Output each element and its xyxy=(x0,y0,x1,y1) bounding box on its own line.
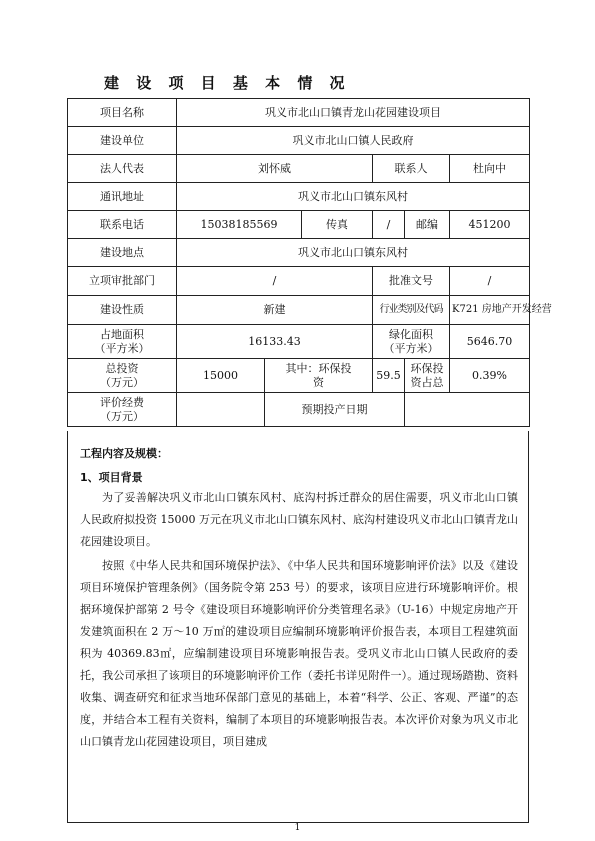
contact-value: 杜向中 xyxy=(450,155,530,183)
address-value: 巩义市北山口镇东风村 xyxy=(177,183,530,211)
table-row xyxy=(68,183,530,211)
table-row xyxy=(68,359,530,393)
address-label: 通讯地址 xyxy=(68,183,177,211)
invest-label-line1: 总投资 xyxy=(105,361,139,375)
phone-value: 15038185569 xyxy=(177,211,302,239)
env-invest-label xyxy=(265,359,373,393)
paragraph: 按照《中华人民共和国环境保护法》、《中华人民共和国环境影响评价法》以及《建设项目环境保护管理条例》（国务院令第 253 号）的要求，该项目应进行环境影响评价。根据环境保护部第 2 号令《建设项目环境影响评价分类管理名录》（U-16）中规定房地产开发建筑面积在 2 万～10 万㎡的建设项目应编制环境影响评价报告表，本项目工程建筑面积为 40369.83㎡，应编制建设项目环境影响报告表。受巩义市北山口镇人民政府的委托，我公司承担了该项目的环境影响评价工作（委托书详见附件一）。通过现场踏勘、资料收集、调查研究和征求当地环保部门意见的基础上，本着“科学、公正、客观、严谨”的态度，并结合本工程有关资料，编制了本项目的环境影响报告表。本次评价对象为巩义市北山口镇青龙山花园建设项目，项目建成 xyxy=(80,559,518,748)
basic-info-table xyxy=(67,98,552,427)
table-row xyxy=(68,99,530,127)
nature-label: 建设性质 xyxy=(68,296,177,325)
contact-label: 联系人 xyxy=(373,155,450,183)
table-row xyxy=(68,211,530,239)
env-invest-label-line1: 其中：环保投 xyxy=(285,361,352,375)
builder-label: 建设单位 xyxy=(68,127,177,155)
nature-value: 新建 xyxy=(177,296,373,325)
page-number: 1 xyxy=(294,823,301,833)
env-ratio-label-line1: 环保投 xyxy=(410,361,444,375)
cost-value xyxy=(177,393,265,427)
section-heading: 1、项目背景 xyxy=(80,471,143,484)
env-invest-value: 59.5 xyxy=(373,359,405,393)
env-ratio-label-line2: 资占总 xyxy=(410,375,444,389)
date-label: 预期投产日期 xyxy=(265,393,405,427)
paragraph: 为了妥善解决巩义市北山口镇东风村、底沟村拆迁群众的居住需要，巩义市北山口镇人民政府拟投资 15000 万元在巩义市北山口镇东风村、底沟村建设巩义市北山口镇青龙山花园建设项目。 xyxy=(80,491,518,548)
phone-label: 联系电话 xyxy=(68,211,177,239)
cost-label xyxy=(68,393,177,427)
project-name-label: 项目名称 xyxy=(68,99,177,127)
invest-label-line2: （万元） xyxy=(100,375,144,389)
industry-value: K721 房地产开发经营 xyxy=(450,296,530,325)
legal-rep-value: 刘怀威 xyxy=(177,155,373,183)
area-label-line1: 占地面积 xyxy=(100,327,144,341)
site-value: 巩义市北山口镇东风村 xyxy=(177,239,530,267)
date-value xyxy=(405,393,530,427)
table-row xyxy=(68,127,530,155)
approval-dept-label: 立项审批部门 xyxy=(68,267,177,296)
invest-value: 15000 xyxy=(177,359,265,393)
table-row xyxy=(68,393,530,427)
green-value: 5646.70 xyxy=(450,325,530,359)
table-row xyxy=(68,155,530,183)
approval-no-value: / xyxy=(450,267,530,296)
approval-dept-value: / xyxy=(177,267,373,296)
builder-value: 巩义市北山口镇人民政府 xyxy=(177,127,530,155)
table-row xyxy=(68,325,530,359)
postcode-label: 邮编 xyxy=(405,211,450,239)
env-invest-label-line2: 资 xyxy=(313,375,324,389)
green-label-line1: 绿化面积 xyxy=(389,327,433,341)
page-title: 建 设 项 目 基 本 情 况 xyxy=(104,74,351,92)
cost-label-line2: （万元） xyxy=(100,409,144,423)
table-row xyxy=(68,267,530,296)
invest-label xyxy=(68,359,177,393)
site-label: 建设地点 xyxy=(68,239,177,267)
content-heading: 工程内容及规模： xyxy=(80,447,168,460)
fax-label: 传真 xyxy=(302,211,373,239)
env-ratio-label xyxy=(405,359,450,393)
env-ratio-value: 0.39% xyxy=(450,359,530,393)
area-value: 16133.43 xyxy=(177,325,373,359)
industry-label: 行业类别及代码 xyxy=(373,296,450,325)
green-label xyxy=(373,325,450,359)
legal-rep-label: 法人代表 xyxy=(68,155,177,183)
table-row xyxy=(68,239,530,267)
approval-no-label: 批准文号 xyxy=(373,267,450,296)
postcode-value: 451200 xyxy=(450,211,530,239)
area-label-line2: （平方米） xyxy=(94,341,150,355)
fax-value: / xyxy=(373,211,405,239)
table-row xyxy=(68,296,530,325)
project-content-box xyxy=(67,431,529,823)
project-name-value: 巩义市北山口镇青龙山花园建设项目 xyxy=(177,99,530,127)
cost-label-line1: 评价经费 xyxy=(100,395,144,409)
area-label xyxy=(68,325,177,359)
green-label-line2: （平方米） xyxy=(383,341,439,355)
